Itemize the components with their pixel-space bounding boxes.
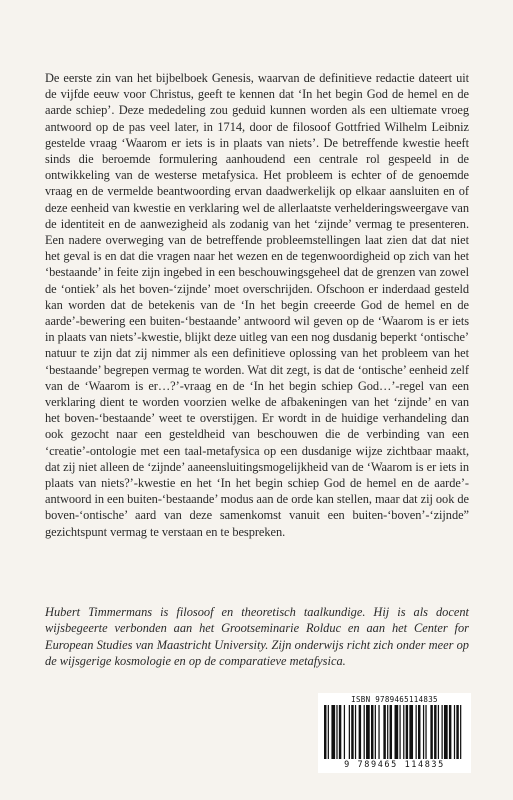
barcode-bar [403, 705, 404, 759]
barcode-bar [324, 705, 326, 759]
barcode-bars [324, 705, 465, 759]
barcode-bar [387, 705, 388, 759]
barcode-bar [434, 705, 436, 759]
barcode-bar [359, 705, 361, 759]
barcode-bar [371, 705, 373, 759]
barcode-bar [430, 705, 432, 759]
isbn-label: ISBN 9789465114835 [351, 695, 438, 704]
barcode-bar [364, 705, 365, 759]
barcode-bar [454, 705, 455, 759]
barcode-bar [442, 705, 443, 759]
barcode-bar [331, 705, 335, 759]
barcode-bar [336, 705, 337, 759]
barcode-bar [418, 705, 420, 759]
barcode-bar [406, 705, 408, 759]
barcode-bar [339, 705, 341, 759]
barcode-bar [355, 705, 356, 759]
barcode-bar [328, 705, 329, 759]
barcode-bar [399, 705, 400, 759]
barcode-bar [456, 705, 458, 759]
author-bio: Hubert Timmermans is filosoof en theoretisch taalkundige. Hij is als docent wijsbegeerte verbonden aan het Grootseminarie Rolduc en aan het Center for European Studies van Maastricht University. Zijn onderwijs richt zich onder meer op de wijsgerige kosmologie en op de comparatieve metafysica. [45, 605, 469, 669]
barcode-bar [438, 705, 439, 759]
barcode-bar [449, 705, 451, 759]
barcode-bar [390, 705, 392, 759]
barcode-block [318, 693, 471, 773]
barcode-bar [378, 705, 379, 759]
description-text: De eerste zin van het bijbelboek Genesis, waarvan de definitieve redactie dateert uit de vijfde eeuw voor Christus, geeft te kennen dat ‘In het begin God de hemel en de aarde schiep’. Deze mededeling zou geduid kunnen worden als een ultiemate vroeg antwoord op de pas veel later, in 1714, door de filosoof Gottfried Wilhelm Leibniz gestelde vraag ‘Waarom er iets is in plaats van niets’. De betreffende kwestie heeft sinds die beroemde formulering aanhoudend een centrale rol gespeeld in de ontwikkeling van de westerse metafysica. Het probleem is echter of de genoemde vraag en de vermelde beantwoording ervan daadwerkelijk op elkaar aansluiten en of deze eenheid van kwestie en verklaring wel de allerlaatste verhelderingsweergave van de identiteit en de aanwezigheid als zodanig van het ‘zijnde’ vermag te presenteren. Een nadere overweging van de betreffende probleemstellingen laat zien dat dat niet het geval is en dat die vragen naar het wezen en de tegenwoordigheid op zich van het ‘bestaande’ in feite zijn ingebed in een beschouwingsgeheel dat de grenzen van zowel de ‘ontiek’ als het boven-‘zijnde’ moet overschrijden. Ofschoon er inderdaad gesteld kan worden dat de betekenis van de ‘In het begin creeerde God de hemel en de aarde’-bewering een buiten-‘bestaande’ antwoord wil geven op de ‘Waarom is er iets in plaats van niets’-kwestie, blijkt deze uitleg van een nog dusdanig beperkt ‘ontische’ natuur te zijn dat zij nimmer als een definitieve oplossing van het probleem van het ‘bestaande’ begrepen vermag te worden. Wat dit zegt, is dat de ‘ontische’ eenheid zelf van de ‘Waarom is er…?’-vraag en de ‘In het begin schiep God…’-regel van een verklaring dient te worden voorzien welke de afbakeningen van het ‘zijnde’ en van het boven-‘bestaande’ weet te overstijgen. Er wordt in de huidige verhandeling dan ook gezocht naar een gesteldheid van beschouwen die de verbinding van een ‘creatie’-ontologie met een taal-metafysica op een dusdanige wijze zichtbaar maakt, dat zij niet alleen de ‘zijnde’ aaneensluitingsmogelijkheid van de ‘Waarom is er iets in plaats van niets?’-kwestie en het ‘In het begin schiep God de hemel en de aarde’- antwoord in een buiten-‘bestaande’ modus aan de orde kan stellen, maar dat zij ook de boven-‘ontische’ aard van deze samenkomst vanuit een buiten-‘boven’-‘zijnde” gezichtspunt vermag te verstaan en te bespreken. [45, 71, 469, 539]
barcode-bar [425, 705, 426, 759]
barcode-bar [460, 705, 461, 759]
barcode-bar [383, 705, 385, 759]
barcode-bar [351, 705, 353, 759]
barcode-bar [409, 705, 413, 759]
barcode-bar [349, 705, 350, 759]
barcode-bar [375, 705, 376, 759]
barcode-bar [416, 705, 417, 759]
barcode-bar [444, 705, 448, 759]
barcode-bar [423, 705, 424, 759]
barcode-bar [344, 705, 345, 759]
barcode-bar [395, 705, 399, 759]
barcode-bar [366, 705, 370, 759]
barcode-digits: 9 789465 114835 [344, 760, 445, 770]
